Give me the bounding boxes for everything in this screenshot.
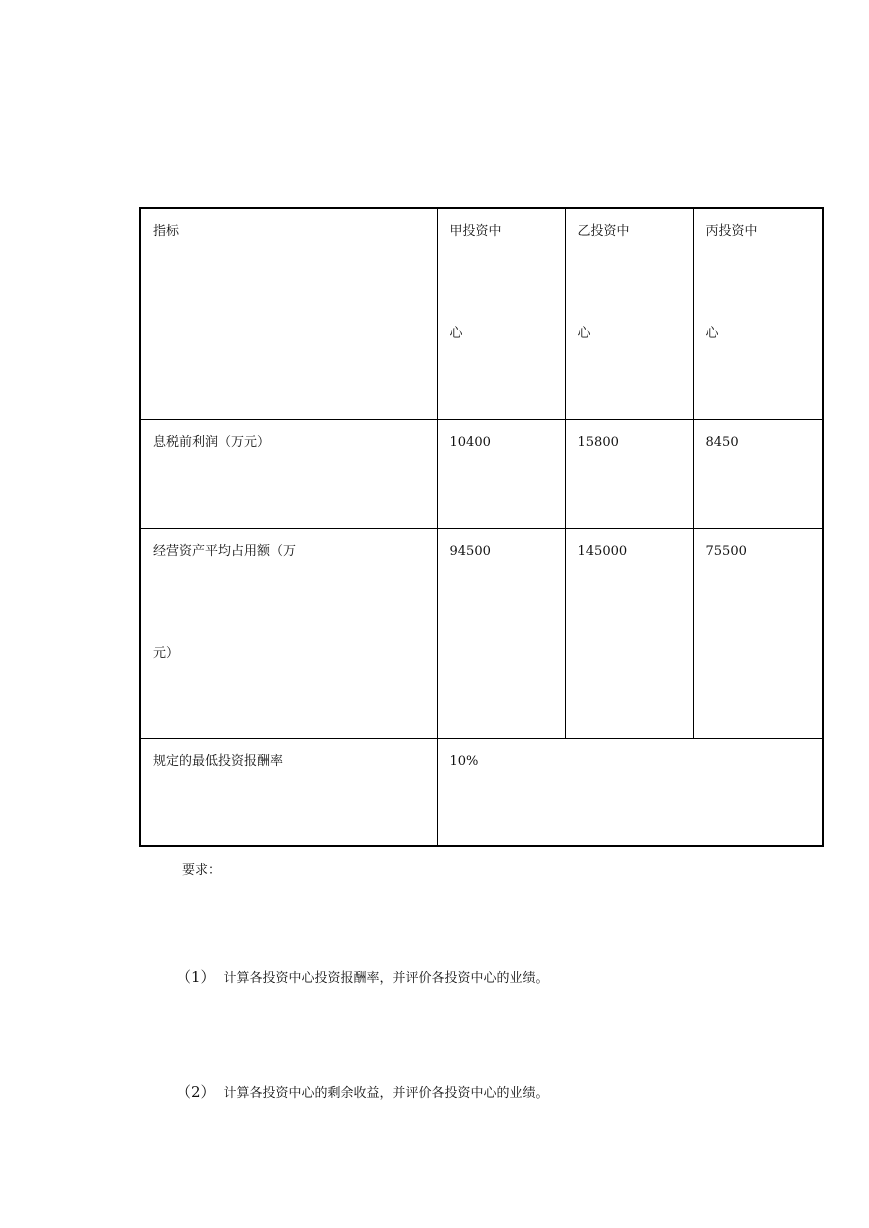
requirement-item-1 [176,966,549,987]
assets-value-jia: 94500 [437,528,565,738]
header-indicator-cell [140,208,437,419]
requirements-title: 要求： [182,863,222,878]
header-center-bing-line2: 心 [705,326,719,342]
assets-value-bing: 75500 [693,528,823,738]
min-rate-label-cell [140,738,437,846]
requirement-1-number: （1） [176,968,216,986]
requirement-1-text: 计算各投资中心投资报酬率，并评价各投资中心的业绩。 [223,971,549,986]
header-indicator-label: 指标 [153,224,180,239]
header-center-yi-cell [565,208,693,419]
header-center-jia-cell [437,208,565,419]
header-center-bing-cell [693,208,823,419]
header-center-jia-line2: 心 [449,326,463,342]
ebit-label: 息税前利润（万元） [153,434,271,450]
min-rate-value: 10% [437,738,823,846]
investment-center-table [139,207,824,847]
table-row-min-rate [140,738,823,846]
assets-label-line2: 元） [153,645,180,661]
table-row-assets [140,528,823,738]
table-row-ebit [140,419,823,528]
header-center-jia-line1: 甲投资中 [449,224,502,239]
min-rate-label: 规定的最低投资报酬率 [153,753,284,769]
ebit-value-yi: 15800 [565,419,693,528]
requirement-2-number: （2） [176,1083,216,1101]
assets-value-yi: 145000 [565,528,693,738]
requirement-2-text: 计算各投资中心的剩余收益，并评价各投资中心的业绩。 [223,1086,549,1101]
ebit-value-jia: 10400 [437,419,565,528]
header-center-bing-line1: 丙投资中 [705,224,758,239]
ebit-value-bing: 8450 [693,419,823,528]
requirement-item-2 [176,1081,549,1102]
header-center-yi-line2: 心 [577,326,591,342]
table-header-row [140,208,823,419]
ebit-label-cell [140,419,437,528]
assets-label-cell [140,528,437,738]
assets-label-line1: 经营资产平均占用额（万 [153,543,297,559]
header-center-yi-line1: 乙投资中 [577,224,630,239]
